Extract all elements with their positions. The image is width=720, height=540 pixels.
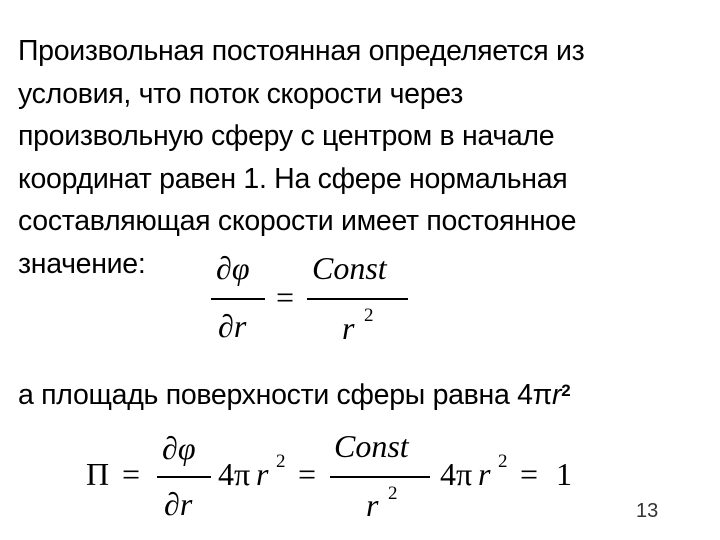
formula2-fraction-bar-1 xyxy=(157,476,211,478)
formula2-equals-3: = xyxy=(520,456,539,492)
paragraph-line: координат равен 1. На сфере нормальная xyxy=(18,162,568,195)
formula1-exponent: 2 xyxy=(364,305,374,326)
formula2-frac2-numerator: Const xyxy=(334,428,409,464)
formula1-denominator-left: ∂r xyxy=(218,308,247,344)
paragraph-line: составляющая скорости имеет постоянное xyxy=(18,205,577,237)
paragraph-line: значение: xyxy=(18,247,146,280)
formula2-var-1: r xyxy=(256,456,269,492)
area-line-exp: 2 xyxy=(561,381,571,400)
formula1-numerator-right: Const xyxy=(312,250,387,286)
formula1-fraction-bar-left xyxy=(211,298,265,300)
paragraph xyxy=(18,30,708,285)
page-number: 13 xyxy=(636,500,659,522)
formula1-denominator-right: r xyxy=(342,310,355,346)
formula1-fraction-bar-right xyxy=(307,298,408,300)
formula1-numerator-left: ∂φ xyxy=(216,250,250,286)
formula2-factor-1: 4π xyxy=(218,456,251,492)
formula2-exp-2: 2 xyxy=(498,451,508,472)
paragraph-line: произвольную сферу с центром в начале xyxy=(18,120,555,152)
formula2-result: 1 xyxy=(556,456,572,492)
area-line-text: а площадь поверхности сферы равна 4π xyxy=(18,379,553,411)
formula2-frac2-exp: 2 xyxy=(388,483,398,504)
formula2-factor-2: 4π xyxy=(440,456,473,492)
paragraph-line: условия, что поток скорости через xyxy=(18,77,463,110)
formula2-frac2-denominator: r xyxy=(366,487,379,523)
formula2-equals-1: = xyxy=(122,456,141,492)
formula2-frac1-denominator: ∂r xyxy=(164,486,193,522)
formula2-frac1-numerator: ∂φ xyxy=(162,430,196,466)
formula2-var-2: r xyxy=(478,456,491,492)
formula2-equals-2: = xyxy=(298,456,317,492)
formula2-exp-1: 2 xyxy=(276,451,286,472)
area-line xyxy=(18,375,570,415)
paragraph-line: Произвольная постоянная определяется из xyxy=(18,35,585,67)
formula2-lhs: Π xyxy=(86,456,110,492)
formula2-fraction-bar-2 xyxy=(330,476,430,478)
formula1-equals: = xyxy=(276,279,295,315)
area-line-var: r xyxy=(552,379,562,411)
